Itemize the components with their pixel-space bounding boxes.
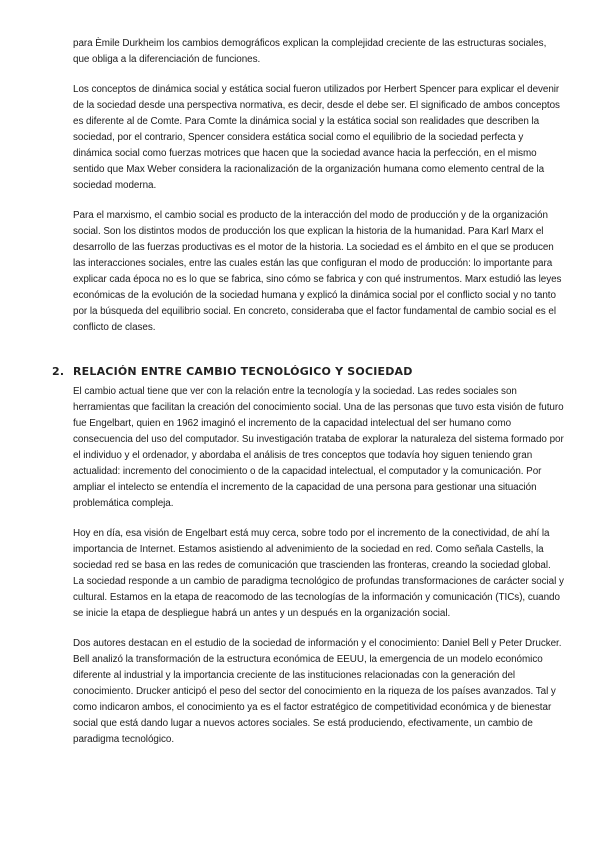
paragraph-marxismo: Para el marxismo, el cambio social es producto de la interacción del modo de producción y de la organización social. Son los distintos modos de producción los que explican la historia de la humanidad. Para Karl Marx el desarrollo de las fuerzas productivas es el motor de la historia. La sociedad es el ámbito en el que se producen las interacciones sociales, entre las cuales están las que configuran el modo de producción: lo importante para explicar cada época no es lo que se fabrica, sino cómo se fabrica y con qué instrumentos. Marx estudió las leyes económicas de la evolución de la sociedad humana y explicó la dinámica social por el conflicto social y no tanto por la búsqueda del equilibrio social. En concreto, consideraba que el factor fundamental de cambio social es el conflicto de clases. bbox=[73, 210, 562, 333]
paragraph-durkheim: para Èmile Durkheim los cambios demográficos explican la complejidad creciente de las estructuras sociales, que obliga a la diferenciación de funciones. bbox=[73, 38, 547, 65]
paragraph-sociedad-red: Hoy en día, esa visión de Engelbart está muy cerca, sobre todo por el incremento de la conectividad, de ahí la importancia de Internet. Estamos asistiendo al advenimiento de la sociedad en red. Como señala Castells, la sociedad red se basa en las redes de comunicación que trascienden las fronteras, creando la sociedad global. La sociedad responde a un cambio de paradigma tecnológico de profundas transformaciones de carácter social y cultural. Estamos en la etapa de reacomodo de las tecnologías de la información y comunicación (TICs), cuando se inicie la etapa de despliegue habrá un antes y un después en la organización social. bbox=[73, 528, 564, 619]
section-heading bbox=[52, 362, 564, 382]
section-title: RELACIÓN ENTRE CAMBIO TECNOLÓGICO Y SOCIEDAD bbox=[73, 365, 413, 378]
section-number: 2. bbox=[52, 365, 65, 378]
paragraph-spencer: Los conceptos de dinámica social y estática social fueron utilizados por Herbert Spencer para explicar el devenir de la sociedad desde una perspectiva normativa, es decir, desde el debe ser. El significado de ambos conceptos es diferente al de Comte. Para Comte la dinámica social y la estática social son realidades que describen la sociedad, por el contrario, Spencer considera estática social como el equilibrio de la sociedad perfecta y dinámica social como fuerzas motrices que hacen que la sociedad avance hacia la perfección, en el mismo sentido que Max Weber considera la racionalización de la organización humana como elemento central de la sociedad moderna. bbox=[73, 84, 560, 191]
paragraph-engelbart: El cambio actual tiene que ver con la relación entre la tecnología y la sociedad. Las redes sociales son herramientas que facilitan la creación del conocimiento social. Una de las personas que tuvo esta visión de futuro fue Engelbart, quien en 1962 imaginó el incremento de la capacidad intelectual del ser humano como consecuencia del uso del computador. Su investigación trataba de explorar la naturaleza del sistema formado por el individuo y el ordenador, y abordaba el análisis de tres conceptos que todavía hoy siguen teniendo gran actualidad: incremento del conocimiento o de la capacidad intelectual, el computador y la comunicación. Por ampliar el intelecto se entendía el incremento de la capacidad de una persona para gestionar una situación problemática compleja. bbox=[73, 386, 564, 509]
paragraph-bell-drucker: Dos autores destacan en el estudio de la sociedad de información y el conocimiento: Daniel Bell y Peter Drucker. Bell analizó la transformación de la estructura económica de EEUU, la emergencia de un modelo económico diferente al industrial y la importancia creciente de las instituciones relacionadas con la generación del conocimiento. Drucker anticipó el peso del sector del conocimiento en la riqueza de los países avanzados. Tal y como indicaron ambos, el conocimiento ya es el factor estratégico de competitividad económica y de bienestar social que está dando lugar a nuevos actores sociales. Se está produciendo, efectivamente, un cambio de paradigma tecnológico. bbox=[73, 638, 562, 745]
